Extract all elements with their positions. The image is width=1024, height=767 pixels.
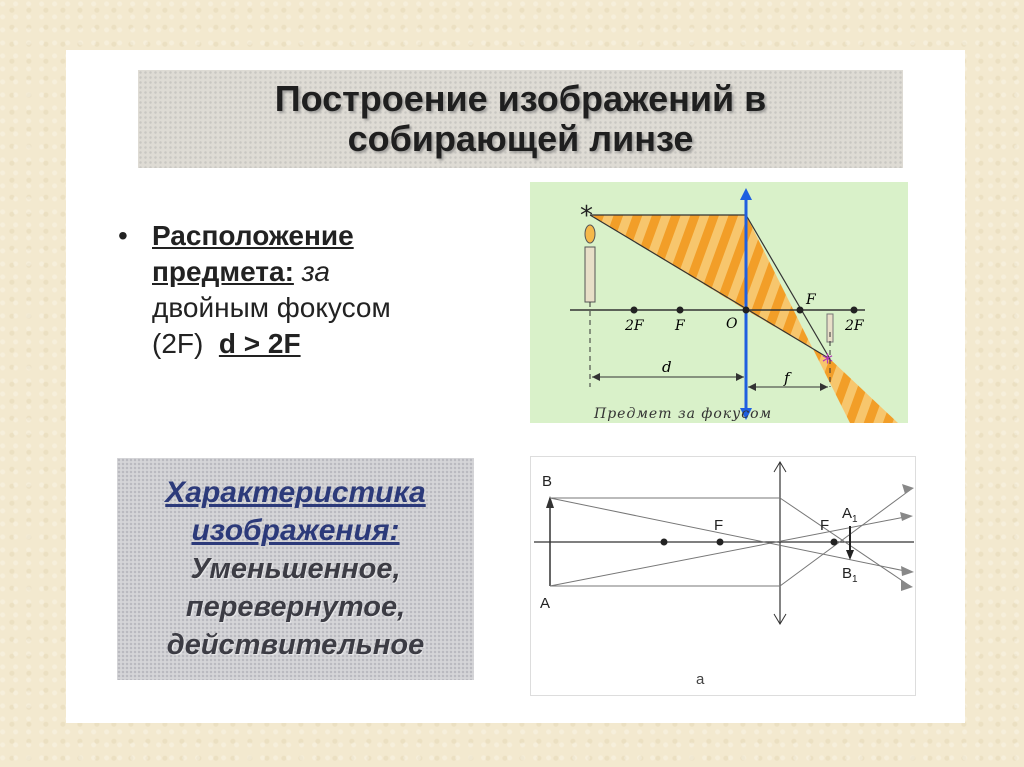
point-2f-right (851, 307, 858, 314)
characteristic-item: действительное (166, 629, 425, 661)
point-f-right-bottom (831, 539, 838, 546)
label-b: B (542, 473, 553, 490)
label-caption-a: а (696, 671, 705, 688)
point-f-left-bottom (717, 539, 724, 546)
image-star: * (822, 351, 833, 376)
label-f-left-bottom: F (714, 517, 724, 534)
characteristics-heading-1: Характеристика (165, 476, 426, 509)
title-banner (138, 70, 903, 168)
point-f-right (797, 307, 804, 314)
object-position-bullet (118, 218, 448, 362)
ray-diagram-bottom (530, 456, 916, 696)
characteristic-item: Уменьшенное, (190, 553, 401, 585)
title-line-2: собирающей линзе (347, 118, 694, 159)
image-arrowhead (846, 550, 854, 560)
point-2f-left (631, 307, 638, 314)
image-candle (827, 314, 833, 342)
object-star: * (580, 201, 593, 231)
label-a: A (540, 595, 551, 612)
candle (585, 247, 595, 302)
label-2f-left: 2F (625, 318, 644, 334)
title-line-1: Построение изображений в (274, 78, 767, 119)
ray-arrowhead (901, 566, 914, 576)
bullet-marker: • (118, 220, 128, 251)
ray-arrowhead (900, 512, 913, 521)
point-f-left (677, 307, 684, 314)
bullet-text-body: двойным фокусом (2F) (152, 292, 391, 359)
label-o: O (726, 316, 738, 332)
label-f-right-bottom: F (820, 517, 830, 534)
ray-arrowhead (901, 580, 913, 591)
bullet-text-italic: за (301, 256, 330, 287)
ray-diagram-top (530, 182, 908, 423)
label-2f-right: 2F (845, 318, 864, 334)
point-2f-left-bottom (661, 539, 668, 546)
label-f-left: F (675, 318, 685, 334)
label-f-right: F (806, 292, 816, 308)
characteristics-heading-2: изображения: (191, 514, 400, 547)
ray-b-center (550, 498, 910, 572)
label-a1: $A_1$ (842, 505, 858, 525)
point-o (743, 307, 750, 314)
bullet-text (152, 218, 448, 362)
image-characteristics-box (117, 458, 474, 680)
bullet-formula: d > 2F (218, 328, 301, 359)
label-d: d (662, 358, 672, 376)
label-f-small: f (784, 369, 790, 387)
slide (66, 50, 965, 723)
ray-arrowhead (902, 484, 914, 494)
characteristic-item: перевернутое, (185, 591, 406, 623)
diagram-caption: Предмет за фокусом (594, 406, 773, 422)
label-b1: $B_1$ (842, 565, 858, 585)
bullet-heading: Расположение предмета: (152, 220, 354, 287)
page-title (275, 79, 767, 159)
